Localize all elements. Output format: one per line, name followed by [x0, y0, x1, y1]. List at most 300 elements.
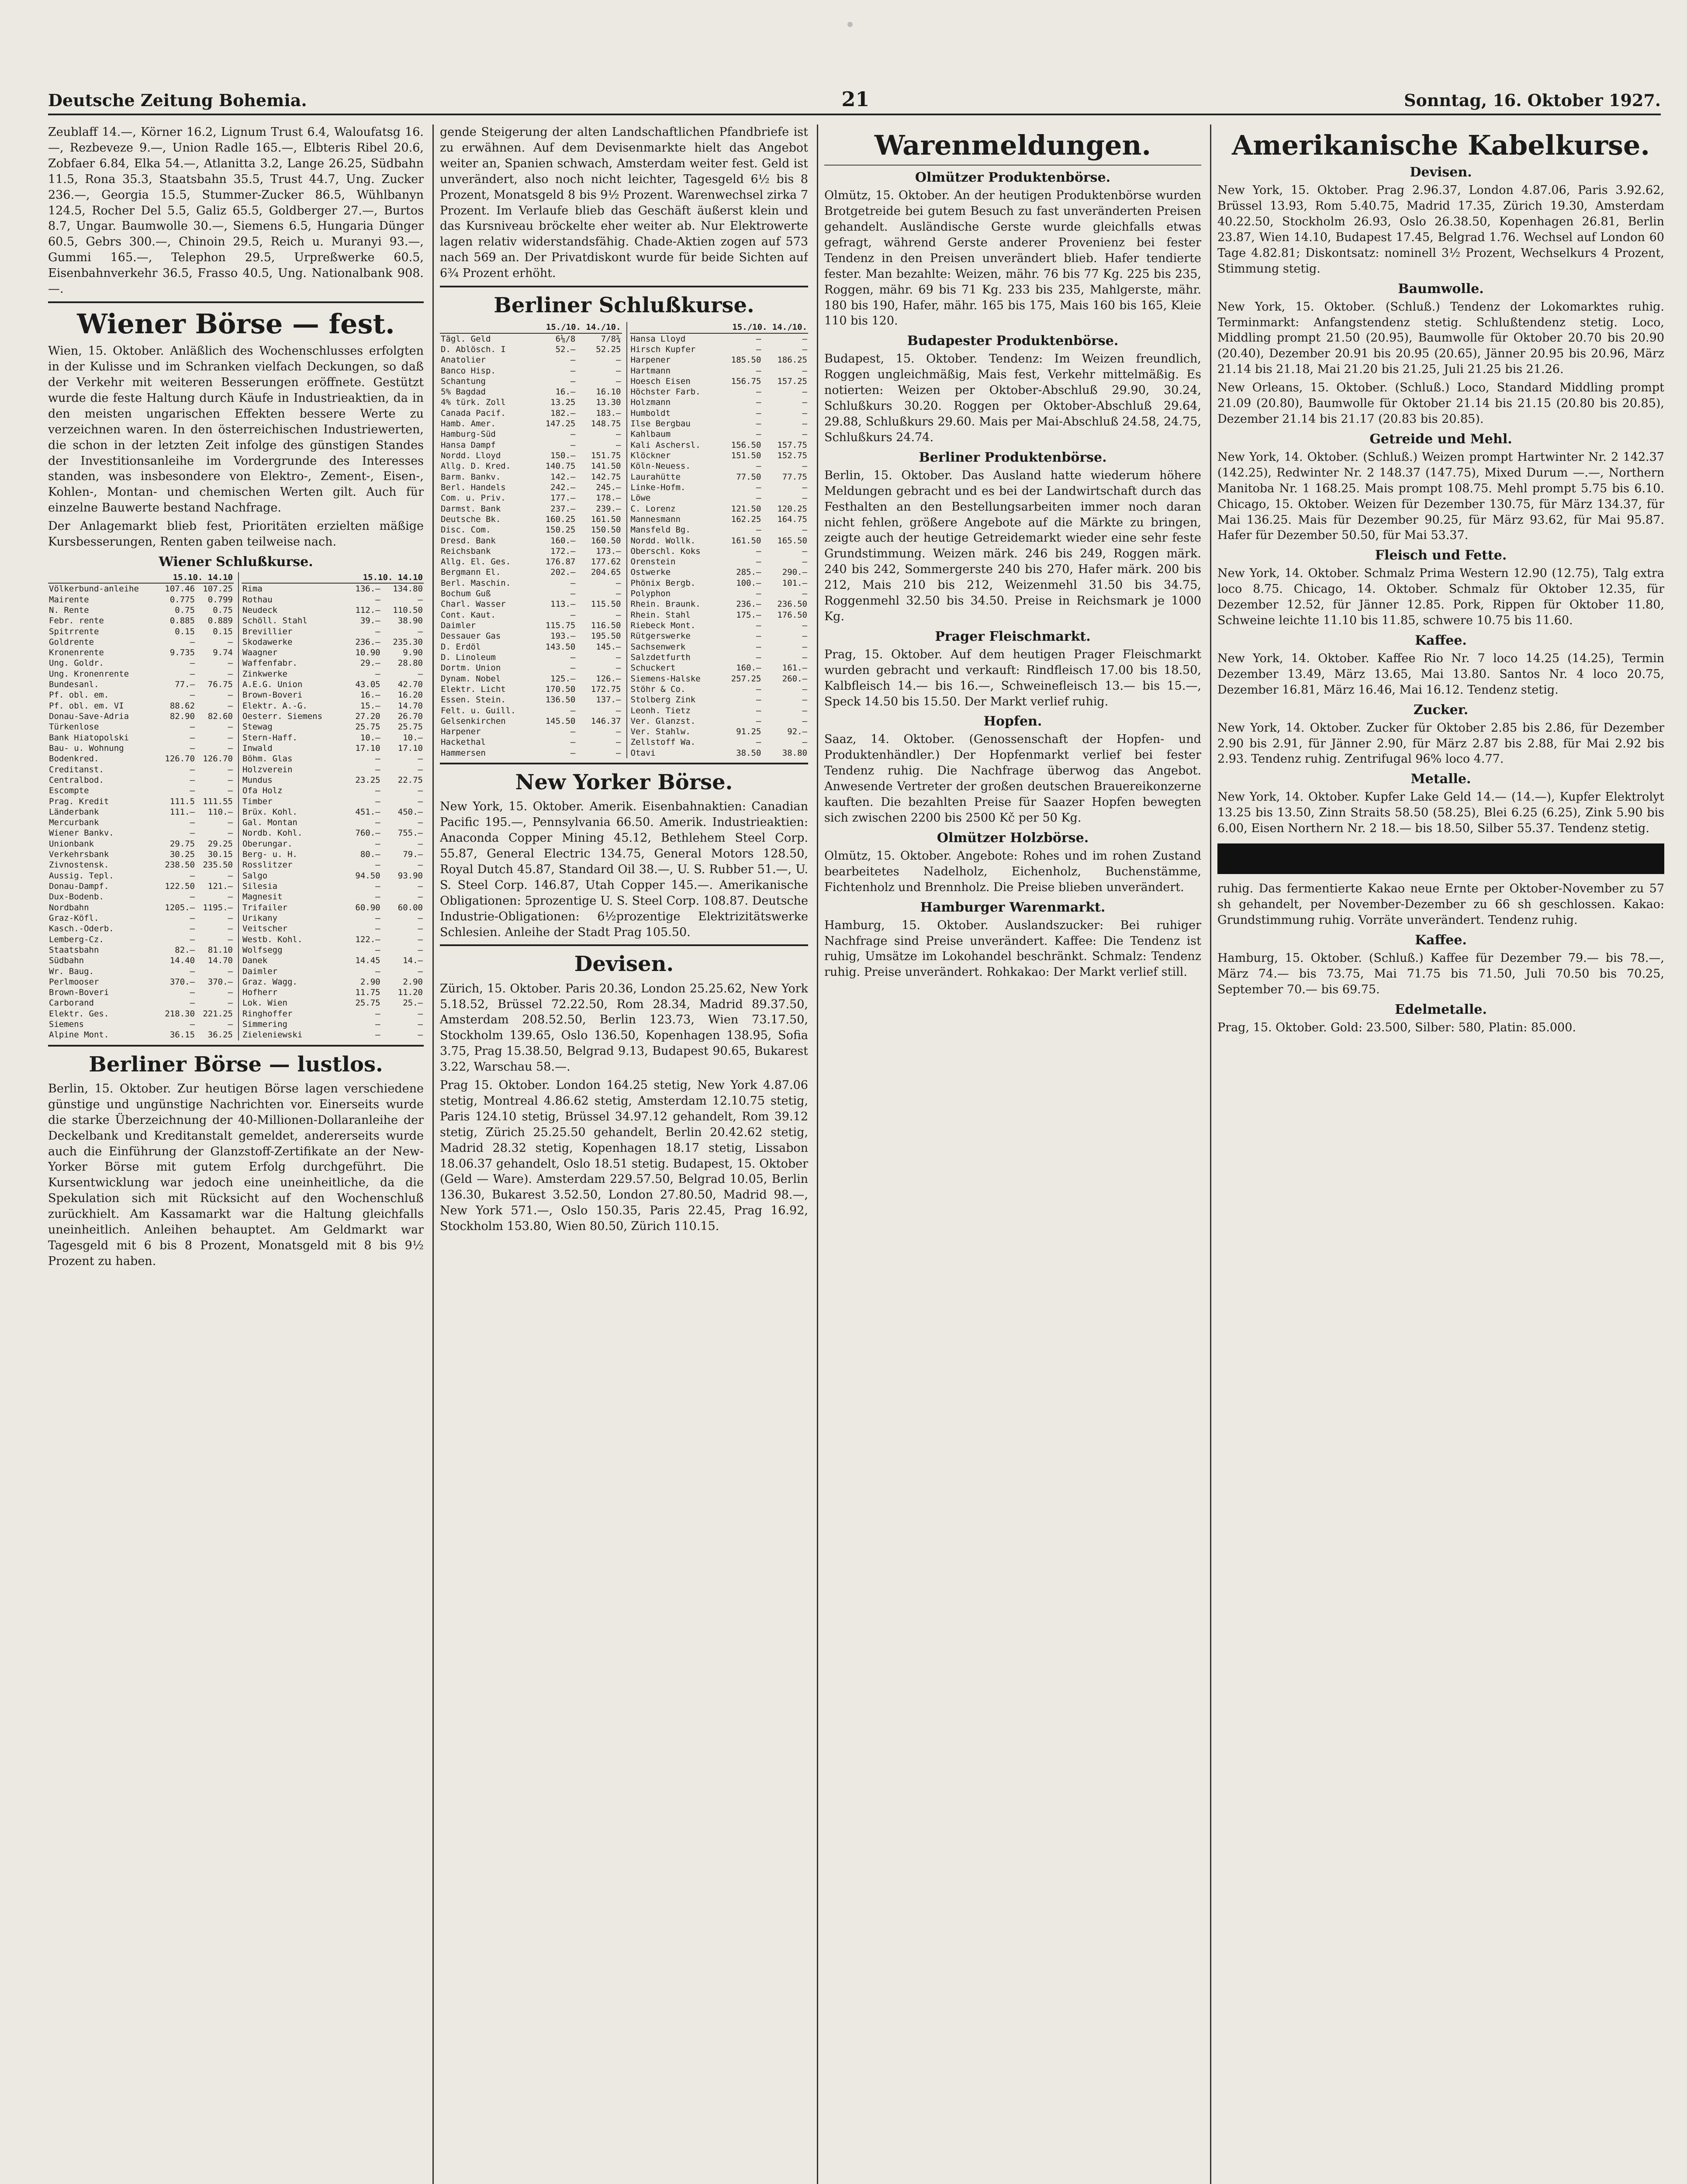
quote-previous: 81.10: [207, 945, 233, 955]
quote-current: 11.75: [355, 988, 380, 998]
security-name: Danek: [242, 956, 268, 966]
quote-row: [48, 1030, 234, 1040]
quote-row: [630, 461, 809, 471]
quote-current: 142.—: [550, 472, 576, 482]
quote-previous: 150.50: [591, 525, 621, 535]
holz-report: Olmütz, 15. Oktober. Angebote: Rohes und im rohen Zustand bearbeitetes Nadelholz, Eichenholz, Buchenstämme, Fichtenholz und Brennholz. Die Preise blieben unverändert.: [824, 849, 1201, 894]
quote-previous: 183.—: [596, 408, 621, 418]
quote-row: [48, 722, 234, 732]
quote-current: 140.75: [545, 461, 576, 471]
quote-current: 111.—: [169, 807, 195, 817]
quote-previous: 25.—: [403, 998, 423, 1008]
quote-row: [242, 1009, 424, 1019]
quote-current: —: [756, 461, 761, 471]
quote-current: 88.62: [169, 701, 195, 711]
quote-table-header: [48, 572, 234, 583]
quote-current: 236.—: [736, 599, 761, 609]
security-name: Reichsbank: [441, 546, 491, 556]
quote-previous: —: [418, 860, 423, 870]
header-masthead: Deutsche Zeitung Bohemia.: [48, 90, 307, 110]
security-name: Kronenrente: [49, 648, 104, 658]
quote-previous: —: [802, 589, 807, 599]
quote-previous: —: [616, 376, 621, 386]
quote-row: [242, 871, 424, 881]
quote-row: [630, 726, 809, 737]
quote-row: [440, 493, 622, 503]
quote-row: [48, 977, 234, 987]
quote-row: [242, 934, 424, 945]
security-name: Hammersen: [441, 748, 486, 758]
security-name: Mairente: [49, 594, 89, 605]
quote-row: [242, 658, 424, 668]
devisen-zuerich: Zürich, 15. Oktober. Paris 20.36, London 25.25.62, New York 5.18.52, Brüssel 72.22.50, Rom 28.34, Madrid 89.37.50, Amsterdam 208.52.50, Berlin 123.73, Wien 73.17.50, Stockholm 139.65, Oslo 136.50, Kopenhagen 138.95, Sofia 3.75, Prag 15.38.50, Belgrad 9.13, Budapest 90.65, Bukarest 3.22, Warschau 58.—.: [440, 981, 808, 1074]
heading-budapester-produktenboerse: Budapester Produktenbörse.: [907, 333, 1119, 349]
quote-row: [630, 663, 809, 673]
quote-previous: 107.25: [203, 584, 233, 594]
heading-amerikanische-kabelkurse: Amerikanische Kabelkurse.: [1232, 129, 1650, 161]
security-name: Lemberg-Cz.: [49, 934, 104, 944]
quote-row: [242, 615, 424, 626]
quote-current: —: [375, 924, 380, 934]
quote-row: [242, 828, 424, 838]
quote-row: [630, 472, 809, 482]
quote-row: [48, 583, 234, 594]
quote-current: 125.—: [550, 674, 576, 684]
quote-previous: —: [228, 1019, 233, 1030]
security-name: Riebeck Mont.: [630, 621, 696, 630]
quote-current: 60.90: [355, 902, 380, 912]
quote-previous: —: [228, 966, 233, 976]
quote-current: —: [190, 934, 195, 944]
heading-edelmetalle: Edelmetalle.: [1395, 1002, 1487, 1017]
security-name: Pf. obl. em.: [49, 690, 109, 700]
quote-row: [242, 753, 424, 764]
quote-previous: —: [228, 743, 233, 753]
quote-row: [242, 1030, 424, 1040]
quote-current: —: [570, 589, 576, 599]
quote-row: [440, 674, 622, 684]
security-name: Laurahütte: [630, 472, 681, 482]
column-4: [1210, 124, 1664, 2184]
quote-current: 111.5: [169, 796, 195, 806]
quote-previous: 236.50: [777, 599, 807, 609]
quote-previous: —: [616, 652, 621, 662]
quote-row: [630, 440, 809, 450]
quote-current: 147.25: [545, 419, 576, 429]
quote-current: —: [190, 786, 195, 796]
quote-current: —: [190, 743, 195, 753]
quote-current: —: [375, 1030, 380, 1040]
quote-current: —: [756, 525, 761, 535]
security-name: D. Linoleum: [441, 652, 496, 662]
quote-previous: —: [228, 733, 233, 743]
quote-row: [48, 679, 234, 690]
security-name: Staatsbahn: [49, 945, 99, 955]
quote-current: 218.30: [165, 1009, 195, 1019]
quote-row: [440, 355, 622, 365]
quote-current: —: [570, 429, 576, 439]
quote-previous: 29.25: [207, 839, 233, 849]
quote-row: [630, 631, 809, 641]
quote-row: [48, 902, 234, 913]
quote-previous: —: [418, 913, 423, 923]
security-name: Oberschl. Koks: [630, 546, 701, 556]
security-name: Centralbod.: [49, 775, 104, 785]
quote-current: 177.—: [550, 493, 576, 503]
security-name: Nordd. Lloyd: [441, 451, 501, 460]
quote-previous: —: [228, 913, 233, 923]
security-name: Hansa Dampf: [441, 440, 496, 450]
quote-previous: 157.25: [777, 376, 807, 386]
quote-row: [242, 626, 424, 637]
quote-current: 126.70: [165, 754, 195, 764]
quote-previous: 101.—: [782, 578, 807, 588]
quote-row: [48, 669, 234, 679]
security-name: Silesia: [242, 881, 278, 891]
quote-current: —: [756, 397, 761, 408]
quote-current: 17.10: [355, 743, 380, 753]
quote-previous: 25.75: [398, 722, 423, 732]
quote-current: —: [756, 684, 761, 694]
quote-current: 15.—: [360, 701, 380, 711]
quote-row: [48, 849, 234, 860]
security-name: Otavi: [630, 748, 656, 758]
censored-black-bar: [1217, 843, 1664, 874]
baumwolle-new-orleans: New Orleans, 15. Oktober. (Schluß.) Loco, Standard Middling prompt 21.09 (20.80), Baumwolle für Oktober 21.14 bis 21.15 (20.80 bis 20.85), Dezember 21.14 bis 21.17 (20.83 bis 20.85).: [1217, 381, 1664, 426]
quote-row: [630, 366, 809, 376]
quote-row: [242, 743, 424, 753]
security-name: Daimler: [441, 621, 476, 630]
quote-previous: 126.—: [596, 674, 621, 684]
quote-previous: —: [802, 684, 807, 694]
quote-previous: —: [228, 988, 233, 998]
quote-row: [440, 620, 622, 631]
quote-previous: 10.—: [403, 733, 423, 743]
quote-previous: 77.75: [782, 472, 807, 482]
quote-current: —: [375, 796, 380, 806]
new-york-report: New York, 15. Oktober. Amerik. Eisenbahnaktien: Canadian Pacific 195.—, Pennsylvania 66.50. Amerik. Industrieaktien: Anaconda Copper Mining 45.12, Bethlehem Steel Corp. 55.87, General Electric 134.75, General Motors 128.50, Royal Dutch 45.87, Standard Oil 38.—, U. S. Rubber 51.—, U. S. Steel Corp. 146.87, Utah Copper 145.—. Amerikanische Obligationen: 5prozentige U. S. Steel Corp. 108.87. Deutsche Industrie-Obligationen: 6½prozentige Elektrizitätswerke Schlesien. Anleihe der Stadt Prag 105.50.: [440, 800, 808, 939]
quote-row: [48, 605, 234, 615]
quote-previous: —: [228, 669, 233, 679]
security-name: Brown-Boveri: [49, 988, 109, 998]
quote-previous: —: [418, 839, 423, 849]
quote-current: 151.50: [731, 451, 761, 460]
quote-row: [440, 726, 622, 737]
hamburg-report: Hamburg, 15. Oktober. Auslandszucker: Bei ruhiger Nachfrage sind Preise unverändert. Kaffee: Die Tendenz ist ruhig, Umsätze im Lokohandel beschränkt. Schmalz: Tendenz ruhig. Preise unverändert. Rohkakao: Der Markt verlief still.: [824, 918, 1201, 979]
security-name: Barm. Bankv.: [441, 472, 501, 482]
wiener-quote-table-left: [48, 572, 234, 1040]
security-name: Graz-Köfl.: [49, 913, 99, 923]
heading-berliner-schlusskurse: Berliner Schlußkurse.: [494, 293, 754, 318]
heading-olmuetzer-holzboerse: Olmützer Holzbörse.: [937, 830, 1089, 846]
quote-row: [630, 418, 809, 429]
quote-previous: 176.50: [777, 610, 807, 620]
quote-row: [440, 440, 622, 450]
quote-current: 451.—: [355, 807, 380, 817]
quote-current: —: [375, 945, 380, 955]
quote-previous: 16.10: [596, 387, 621, 397]
quote-row: [242, 690, 424, 700]
quote-row: [242, 987, 424, 998]
quote-previous: 115.50: [591, 599, 621, 609]
quote-previous: 13.30: [596, 397, 621, 408]
security-name: Perlmooser: [49, 977, 99, 987]
quote-previous: 141.50: [591, 461, 621, 471]
security-name: Schuckert: [630, 663, 676, 673]
quote-current: —: [375, 860, 380, 870]
quote-previous: 235.50: [203, 860, 233, 870]
security-name: Disc. Com.: [441, 525, 491, 535]
quote-previous: 38.80: [782, 748, 807, 758]
quote-row: [48, 987, 234, 998]
quote-previous: 145.—: [596, 642, 621, 652]
quote-previous: 76.75: [207, 680, 233, 690]
quote-row: [630, 716, 809, 726]
quote-previous: —: [616, 440, 621, 450]
security-name: Kasch.-Oderb.: [49, 924, 114, 934]
security-name: Donau-Dampf.: [49, 881, 109, 891]
security-name: Ofa Holz: [242, 786, 283, 796]
quote-row: [242, 955, 424, 966]
heading-olmuetzer-produktenboerse: Olmützer Produktenbörse.: [915, 170, 1111, 186]
security-name: Cont. Kaut.: [441, 610, 496, 620]
quote-previous: 17.10: [398, 743, 423, 753]
quote-previous: —: [616, 578, 621, 588]
security-name: Neudeck: [242, 605, 278, 615]
column-2: [432, 124, 808, 2184]
quote-row: [48, 711, 234, 722]
fleisch-fette-report: New York, 14. Oktober. Schmalz Prima Western 12.90 (12.75), Talg extra loco 8.75. Chicago, 14. Oktober. Schmalz für Oktober 12.35, für Dezember 12.52, für Jänner 12.85. Pork, Rippen für Oktober 11.80, Schweine leichte 11.10 bis 11.85, schwere 10.75 bis 11.60.: [1217, 567, 1664, 628]
quote-row: [630, 610, 809, 620]
quote-current: —: [190, 690, 195, 700]
quote-previous: —: [228, 637, 233, 647]
quote-current: —: [190, 818, 195, 828]
quote-current: —: [190, 828, 195, 838]
quote-previous: —: [802, 366, 807, 376]
page-header: [48, 87, 1661, 115]
quote-current: 77.—: [175, 680, 195, 690]
us-devisen-report: New York, 15. Oktober. Prag 2.96.37, London 4.87.06, Paris 3.92.62, Brüssel 13.93, Rom 5.40.75, Madrid 17.35, Zürich 19.30, Amsterdam 40.22.50, Stockholm 26.93, Oslo 26.38.50, Kopenhagen 26.81, Berlin 23.87, Wien 14.10, Budapest 17.45, Belgrad 1.76. Wechsel auf London 60 Tage 4.82.81; Diskontsatz: nominell 3½ Prozent, Wechselkurs 4 Prozent, Stimmung stetig.: [1217, 183, 1664, 276]
quote-row: [242, 923, 424, 934]
quote-previous: —: [418, 924, 423, 934]
security-name: Schöll. Stahl: [242, 616, 308, 626]
column-3: [817, 124, 1201, 2184]
quote-row: [440, 642, 622, 652]
quote-current: 150.—: [550, 451, 576, 460]
quote-row: [242, 881, 424, 892]
security-name: Dessauer Gas: [441, 631, 501, 641]
quote-previous: —: [802, 493, 807, 503]
security-name: Elektr. A.-G.: [242, 701, 308, 711]
quote-previous: 0.889: [207, 616, 233, 626]
quote-row: [630, 695, 809, 705]
security-name: Inwald: [242, 743, 273, 753]
quote-current: 1205.—: [165, 902, 195, 912]
security-name: N. Rente: [49, 605, 89, 615]
wien-anlagemarkt: Der Anlagemarkt blieb fest, Prioritäten erzielten mäßige Kursbesserungen, Renten gaben teilweise nach.: [48, 519, 424, 549]
security-name: Gelsenkirchen: [441, 716, 506, 726]
quote-current: 10.—: [360, 733, 380, 743]
security-name: Prag. Kredit: [49, 796, 109, 806]
quote-current: 13.25: [550, 397, 576, 408]
security-name: Allg. El. Ges.: [441, 557, 511, 567]
quote-previous: —: [802, 525, 807, 535]
quote-previous: 110.—: [207, 807, 233, 817]
heading-kaffee: Kaffee.: [1415, 632, 1467, 648]
security-name: Simmering: [242, 1019, 287, 1030]
quote-current: 238.50: [165, 860, 195, 870]
quote-previous: 1195.—: [203, 902, 233, 912]
security-name: Mercurbank: [49, 818, 99, 828]
quote-current: 25.75: [355, 998, 380, 1008]
security-name: Stewag: [242, 722, 273, 732]
quote-row: [440, 663, 622, 673]
quote-previous: 11.20: [398, 988, 423, 998]
security-name: Wiener Bankv.: [49, 828, 114, 838]
quote-row: [48, 1009, 234, 1019]
quote-current: —: [756, 705, 761, 715]
security-name: Aussig. Tepl.: [49, 871, 114, 881]
quote-current: 145.50: [545, 716, 576, 726]
quote-row: [242, 902, 424, 913]
quote-row: [242, 860, 424, 870]
quote-previous: —: [418, 764, 423, 774]
security-name: C. Lorenz: [630, 504, 676, 514]
quote-previous: 235.30: [393, 637, 423, 647]
security-name: Pf. obl. em. VI: [49, 701, 124, 711]
quote-current: 143.50: [545, 642, 576, 652]
security-name: Zellstoff Wa.: [630, 737, 696, 747]
quote-current: 16.—: [360, 690, 380, 700]
quote-current: 10.90: [355, 648, 380, 658]
security-name: Hamb. Amer.: [441, 419, 496, 429]
quote-table-header: [242, 572, 424, 583]
quote-current: —: [756, 334, 761, 344]
quote-current: —: [570, 366, 576, 376]
quote-previous: 111.55: [203, 796, 233, 806]
quote-previous: —: [616, 589, 621, 599]
quote-current: —: [190, 733, 195, 743]
security-name: Löwe: [630, 493, 651, 503]
quote-row: [630, 556, 809, 567]
quote-previous: 22.75: [398, 775, 423, 785]
quote-row: [440, 556, 622, 567]
quote-previous: —: [418, 1019, 423, 1030]
berlin-continuation: gende Steigerung der alten Landschaftlichen Pfandbriefe ist zu erwähnen. Auf dem Devisenmarkte hielt das Angebot weiter an, Spanien schwach, Amsterdam weiter fest. Geld ist unverändert, also noch nicht leichter, Tagesgeld 6½ bis 8 Prozent, Monatsgeld 8 bis 9½ Prozent. Warenwechsel zirka 7 Prozent. Im Verlaufe blieb das Geschäft äußerst klein und das Kursniveau bröckelte eher weiter ab. Nur Elektrowerte lagen relativ widerstandsfähig. Chade-Aktien zogen auf 573 nach 569 an. Der Privatdiskont wurde für beide Sichten auf 6¾ Prozent erhöht.: [440, 125, 808, 280]
quote-current: —: [570, 727, 576, 737]
quote-row: [48, 923, 234, 934]
heading-zucker: Zucker.: [1413, 702, 1469, 718]
security-name: Escompte: [49, 786, 89, 796]
heading-kaffee-hamburg: Kaffee.: [1415, 932, 1467, 948]
quote-previous: —: [228, 892, 233, 902]
quote-previous: 36.25: [207, 1030, 233, 1040]
quote-row: [242, 807, 424, 817]
quote-previous: 93.90: [398, 871, 423, 881]
quote-row: [440, 418, 622, 429]
quote-row: [48, 913, 234, 923]
quote-row: [48, 881, 234, 892]
quote-current: 29.75: [169, 839, 195, 849]
header-date: Sonntag, 16. Oktober 1927.: [1404, 90, 1661, 110]
quote-previous: —: [418, 626, 423, 636]
quote-current: —: [190, 966, 195, 976]
quote-current: —: [756, 366, 761, 376]
quote-current: 80.—: [360, 850, 380, 860]
security-name: Ostwerke: [630, 567, 671, 577]
quote-current: —: [375, 881, 380, 891]
quote-current: —: [570, 440, 576, 450]
quote-current: —: [375, 892, 380, 902]
quote-row: [440, 705, 622, 716]
heading-metalle: Metalle.: [1410, 771, 1471, 787]
quote-row: [242, 733, 424, 743]
quote-current: —: [375, 669, 380, 679]
quote-current: —: [190, 775, 195, 785]
security-name: Harpener: [441, 727, 481, 737]
berlin-report: Berlin, 15. Oktober. Zur heutigen Börse lagen verschiedene günstige und ungünstige Nachrichten vor. Einerseits wurde die starke Überzeichnung der 40-Millionen-Dollaranleihe der Deckelbank und Kreditanstalt gemeldet, andererseits wurde auch die Einführung der Glanzstoff-Zertifikate an der New-Yorker Börse mit gutem Erfolg durchgeführt. Die Kursentwicklung war jedoch eine uneinheitliche, da die Spekulation sich mit Rücksicht auf den Wochenschluß zurückhielt. Am Kassamarkt war die Haltung gleichfalls uneinheitlich. Anleihen behauptet. Am Geldmarkt war Tagesgeld mit 6 bis 8 Prozent, Monatsgeld mit 8 bis 9½ Prozent zu haben.: [48, 1082, 424, 1268]
security-name: Mundus: [242, 775, 273, 785]
quote-row: [630, 588, 809, 599]
quote-current: 39.—: [360, 616, 380, 626]
quote-current: —: [570, 652, 576, 662]
security-name: Bergmann El.: [441, 567, 501, 577]
quote-previous: —: [802, 482, 807, 492]
berlin-produkten-report: Berlin, 15. Oktober. Das Ausland hatte wiederum höhere Meldungen gebracht und es bei der Landwirtschaft durch das Festhalten an den Bestellungsarbeiten immer noch daran nicht fehlen, größere Angebote auf die Märkte zu bringen, zeigte auch der heutige Getreidemarkt wieder eine sehr feste Grundstimmung. Weizen märk. 246 bis 249, Roggen märk. 240 bis 242, Sommergerste 240 bis 270, Hafer märk. 200 bis 212, Mais 210 bis 212, Weizenmehl 31.50 bis 34.75, Roggenmehl 32.50 bis 34.50. Preise in Reichsmark je 1000 Kg.: [824, 468, 1201, 623]
quote-row: [630, 514, 809, 525]
quote-current: —: [190, 658, 195, 668]
security-name: D. Ablösch. I: [441, 344, 506, 354]
quote-current: 112.—: [355, 605, 380, 615]
quote-current: 23.25: [355, 775, 380, 785]
security-name: Com. u. Priv.: [441, 493, 506, 503]
quote-previous: 177.62: [591, 557, 621, 567]
quote-previous: 110.50: [393, 605, 423, 615]
quote-row: [630, 567, 809, 577]
security-name: Alpine Mont.: [49, 1030, 109, 1040]
quote-current: —: [190, 764, 195, 774]
quote-previous: 148.75: [591, 419, 621, 429]
quote-previous: 30.15: [207, 850, 233, 860]
header-blank: [440, 322, 531, 333]
quote-current: 136.—: [355, 584, 380, 594]
quote-row: [48, 615, 234, 626]
quote-previous: —: [228, 828, 233, 838]
quote-previous: —: [802, 705, 807, 715]
quote-current: 29.—: [360, 658, 380, 668]
security-name: Hamburg-Süd: [441, 429, 496, 439]
security-name: Rhein. Braunk.: [630, 599, 701, 609]
quote-row: [630, 705, 809, 716]
quote-row: [630, 450, 809, 461]
security-name: Dortm. Union: [441, 663, 501, 673]
quote-row: [48, 733, 234, 743]
quote-row: [48, 796, 234, 807]
quote-previous: 14.70: [398, 701, 423, 711]
quote-row: [242, 764, 424, 775]
quote-row: [48, 658, 234, 668]
quote-current: 16.—: [555, 387, 576, 397]
quote-current: —: [756, 589, 761, 599]
quote-previous: 204.65: [591, 567, 621, 577]
quote-row: [440, 716, 622, 726]
header-page-number: 21: [841, 87, 870, 111]
quote-previous: —: [802, 652, 807, 662]
quote-row: [242, 998, 424, 1008]
quote-previous: 42.70: [398, 680, 423, 690]
quote-row: [48, 945, 234, 955]
quote-previous: 38.90: [398, 616, 423, 626]
